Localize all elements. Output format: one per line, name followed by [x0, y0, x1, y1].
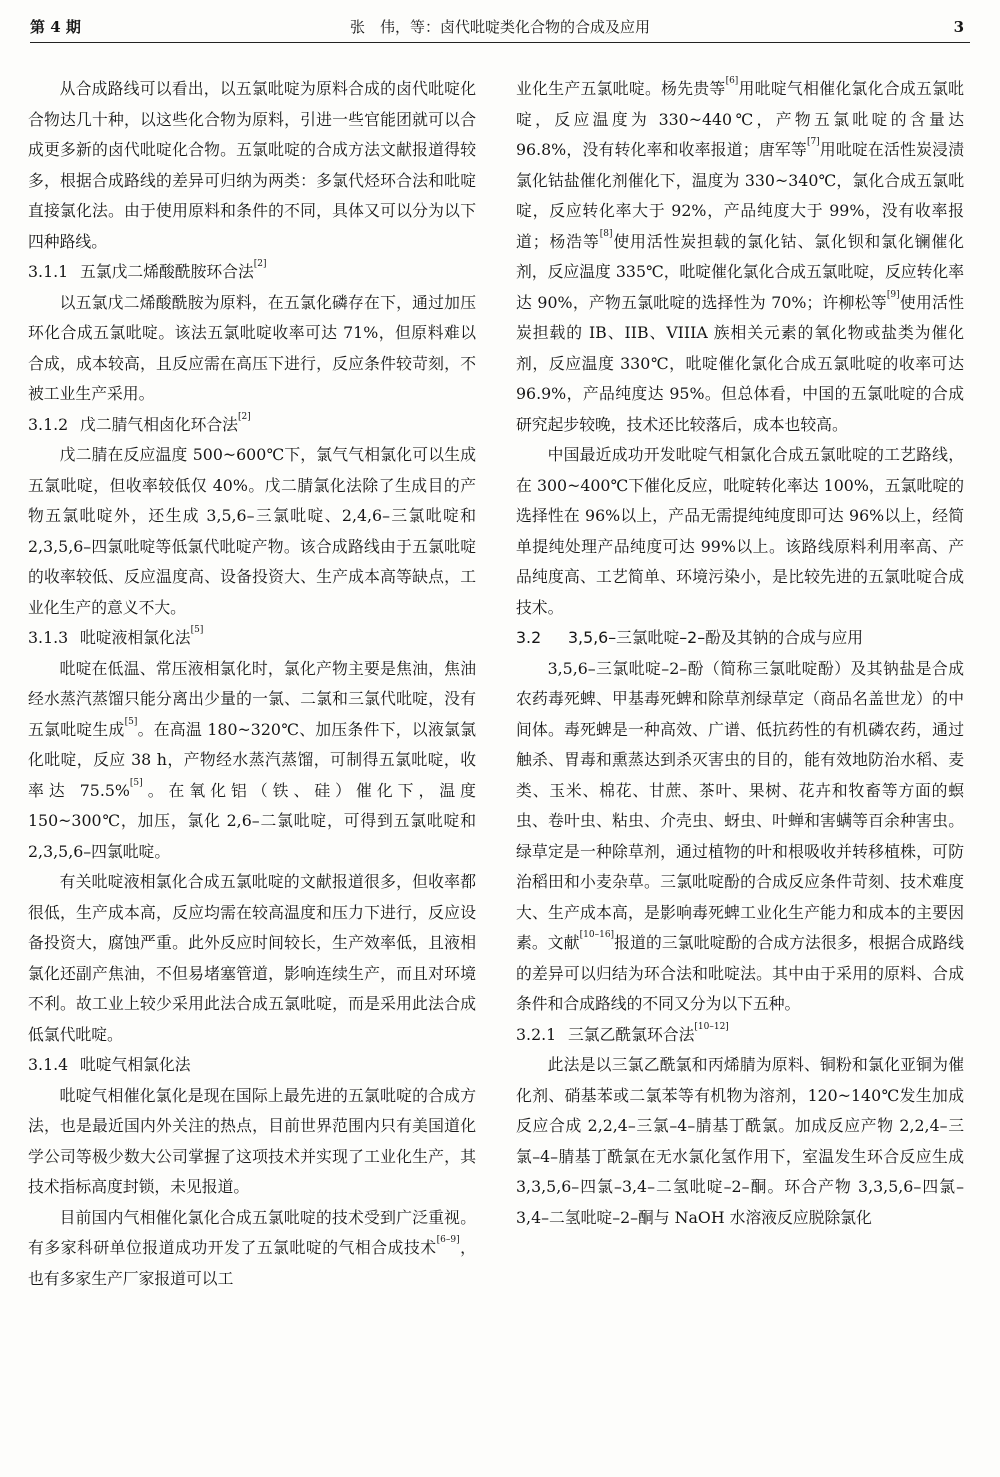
- running-header: [30, 14, 970, 43]
- section-number: 3.2.1: [516, 1024, 557, 1044]
- section-heading-3-2: [516, 623, 964, 654]
- section-number: 3.1.2: [28, 414, 69, 434]
- right-column: [516, 74, 964, 1473]
- page-number: 3: [953, 18, 964, 36]
- section-heading-3-1-3: [28, 623, 476, 654]
- text-run: 3,5,6–三氯吡啶–2–酚（简称三氯吡啶酚）及其钠盐是合成农药毒死蜱、甲基毒死蜱和除草剂绿草定（商品名盖世龙）的中间体。毒死蜱是一种高效、广谱、低抗药性的有机磷农药，通过触杀、胃毒和熏蒸达到杀灭害虫的目的，能有效地防治水稻、麦类、玉米、棉花、甘蔗、茶叶、果树、花卉和牧畜等方面的螟虫、卷叶虫、粘虫、介壳虫、蚜虫、叶蝉和害螨等百余种害虫。绿草定是一种除草剂，通过植物的叶和根吸收并转移植株，可防治稻田和小麦杂草。三氯吡啶酚的合成反应条件苛刻、技术难度大、生产成本高，是影响毒死蜱工业化生产能力和成本的主要因素。文献: [516, 658, 964, 952]
- left-column: [28, 74, 476, 1473]
- citation: [5]: [190, 625, 204, 635]
- citation: [10–12]: [694, 1021, 729, 1032]
- citation: [2]: [253, 259, 267, 269]
- text-run: 使用活性炭担载的氯化钴、氯化钡和氯化镧催化剂，反应温度 335℃，吡啶催化氯化合成五氯吡啶，反应转化率达 90%，产物五氯吡啶的选择性为 70%；许柳松等: [516, 231, 964, 312]
- text-run: 。在氧化铝（铁、硅）催化下，温度 150~300℃，加压，氯化 2,6–二氯吡啶，可得到五氯吡啶和 2,3,5,6–四氯吡啶。: [28, 780, 476, 861]
- paragraph: 有关吡啶液相氯化合成五氯吡啶的文献报道很多，但收率都很低，生产成本高，反应均需在较高温度和压力下进行，反应设备投资大，腐蚀严重。此外反应时间较长，生产效率低，且液相氯化还副产焦油，不但易堵塞管道，影响连续生产，而且对环境不利。故工业上较少采用此法合成五氯吡啶，而是采用此法合成低氯代吡啶。: [28, 872, 476, 1044]
- paragraph: [28, 1203, 476, 1295]
- section-title: 五氯戊二烯酸酰胺环合法: [80, 262, 254, 281]
- paragraph-continued: [516, 74, 964, 440]
- citation: [9]: [886, 289, 900, 300]
- section-title: 三氯乙酰氯环合法: [568, 1024, 695, 1044]
- citation: [5]: [124, 716, 138, 727]
- citation: [2]: [237, 411, 251, 422]
- citation: [10–16]: [579, 930, 615, 940]
- section-heading-3-1-1: [28, 257, 476, 288]
- text-run: ，也有多家生产厂家报道可以工: [28, 1238, 476, 1288]
- text-run: 用吡啶气相催化氯化合成五氯吡啶，反应温度为 330~440℃，产物五氯吡啶的含量达 96.8%，没有转化率和收率报道；唐军等: [516, 79, 964, 159]
- text-run: 。在高温 180~320℃、加压条件下，以液氯氯化吡啶，反应 38 h，产物经水蒸汽蒸馏，可制得五氯吡啶，收率达 75.5%: [28, 719, 476, 800]
- citation: [5]: [129, 777, 143, 788]
- paragraph: 从合成路线可以看出，以五氯吡啶为原料合成的卤代吡啶化合物达几十种，以这些化合物为原料，引进一些官能团就可以合成更多新的卤代吡啶化合物。五氯吡啶的合成方法文献报道得较多，根据合成路线的差异可归纳为两类：多氯代烃环合法和吡啶直接氯化法。由于使用原料和条件的不同，具体又可以分为以下四种路线。: [28, 79, 476, 251]
- section-number: 3.2: [516, 628, 542, 647]
- running-title: 张 伟，等：卤代吡啶类化合物的合成及应用: [349, 18, 650, 36]
- text-run: 使用活性炭担载的 IB、IIB、VIIIA 族相关元素的氧化物或盐类为催化剂，反应温度 330℃，吡啶催化氯化合成五氯吡啶的收率可达 96.9%，产品纯度达 95%。但总体看，中国的五氯吡啶的合成研究起步较晚，技术还比较落后，成本也较高。: [516, 292, 964, 434]
- citation: [6]: [725, 76, 739, 86]
- paragraph: 中国最近成功开发吡啶气相氯化合成五氯吡啶的工艺路线，在 300~400℃下催化反应，吡啶转化率达 100%，五氯吡啶的选择性在 96%以上，产品无需提纯纯度即可达 96%以上，经简单提纯处理产品纯度可达 99%以上。该路线原料利用率高、产品纯度高、工艺简单、环境污染小，是比较先进的五氯吡啶合成技术。: [516, 445, 964, 617]
- text-run: 用吡啶在活性炭浸渍氯化钴盐催化剂催化下，温度为 330~340℃，氯化合成五氯吡啶，反应转化率大于 92%，产品纯度大于 99%，没有收率报道；杨浩等: [516, 140, 964, 251]
- text-run: 业化生产五氯吡啶。杨先贵等: [516, 79, 726, 98]
- section-number: 3.1.1: [28, 262, 69, 281]
- text-run: 目前国内气相催化氯化合成五氯吡啶的技术受到广泛重视。有多家科研单位报道成功开发了五氯吡啶的气相合成技术: [28, 1207, 476, 1257]
- section-number: 3.1.4: [28, 1055, 69, 1074]
- paragraph: 吡啶气相催化氯化是现在国际上最先进的五氯吡啶的合成方法，也是最近国内外关注的热点，目前世界范围内只有美国道化学公司等极少数大公司掌握了这项技术并实现了工业化生产，其技术指标高度封锁，未见报道。: [28, 1085, 476, 1196]
- citation: [6–9]: [436, 1235, 460, 1245]
- section-heading-3-2-1: [516, 1020, 964, 1051]
- paragraph: 戊二腈在反应温度 500~600℃下，氯气气相氯化可以生成五氯吡啶，但收率较低仅 40%。戊二腈氯化法除了生成目的产物五氯吡啶外，还生成 3,5,6–三氯吡啶、2,4,6–三氯吡啶和 2,3,5,6–四氯吡啶等低氯代吡啶产物。该合成路线由于五氯吡啶的收率较低、反应温度高、设备投资大、生产成本高等缺点，工业化生产的意义不大。: [28, 445, 476, 617]
- citation: [7]: [806, 137, 820, 147]
- text-run: 报道的三氯吡啶酚的合成方法很多，根据合成路线的差异可以归结为环合法和吡啶法。其中由于采用的原料、合成条件和合成路线的不同又分为以下五种。: [516, 933, 964, 1013]
- section-heading-3-1-4: [28, 1050, 476, 1081]
- paragraph: 以五氯戊二烯酸酰胺为原料，在五氯化磷存在下，通过加压环化合成五氯吡啶。该法五氯吡啶收率可达 71%，但原料难以合成，成本较高，且反应需在高压下进行，反应条件较苛刻，不被工业生产采用。: [28, 292, 476, 403]
- section-title: 戊二腈气相卤化环合法: [80, 414, 238, 434]
- section-heading-3-1-2: [28, 410, 476, 441]
- paragraph: [28, 654, 476, 868]
- section-title: 吡啶液相氯化法: [80, 628, 191, 647]
- paragraph: 此法是以三氯乙酰氯和丙烯腈为原料、铜粉和氯化亚铜为催化剂、硝基苯或二氯苯等有机物为溶剂，120~140℃发生加成反应合成 2,2,4–三氯–4–腈基丁酰氯。加成反应产物 2,2,4–三氯–4–腈基丁酰氯在无水氯化氢作用下，室温发生环合反应生成 3,3,5,6–四氯–3,4–二氢吡啶–2–酮。环合产物 3,3,5,6–四氯–3,4–二氢吡啶–2–酮与 NaOH 水溶液反应脱除氯化: [516, 1055, 964, 1227]
- text-run: 吡啶在低温、常压液相氯化时，氯化产物主要是焦油，焦油经水蒸汽蒸馏只能分离出少量的一氯、二氯和三氯代吡啶，没有五氯吡啶生成: [28, 658, 476, 739]
- paragraph: [516, 654, 964, 1020]
- section-title: 吡啶气相氯化法: [80, 1055, 191, 1074]
- section-number: 3.1.3: [28, 628, 69, 647]
- issue-label: 第 4 期: [30, 18, 81, 36]
- citation: [8]: [599, 228, 613, 239]
- section-title: 3,5,6–三氯吡啶–2–酚及其钠的合成与应用: [568, 628, 864, 647]
